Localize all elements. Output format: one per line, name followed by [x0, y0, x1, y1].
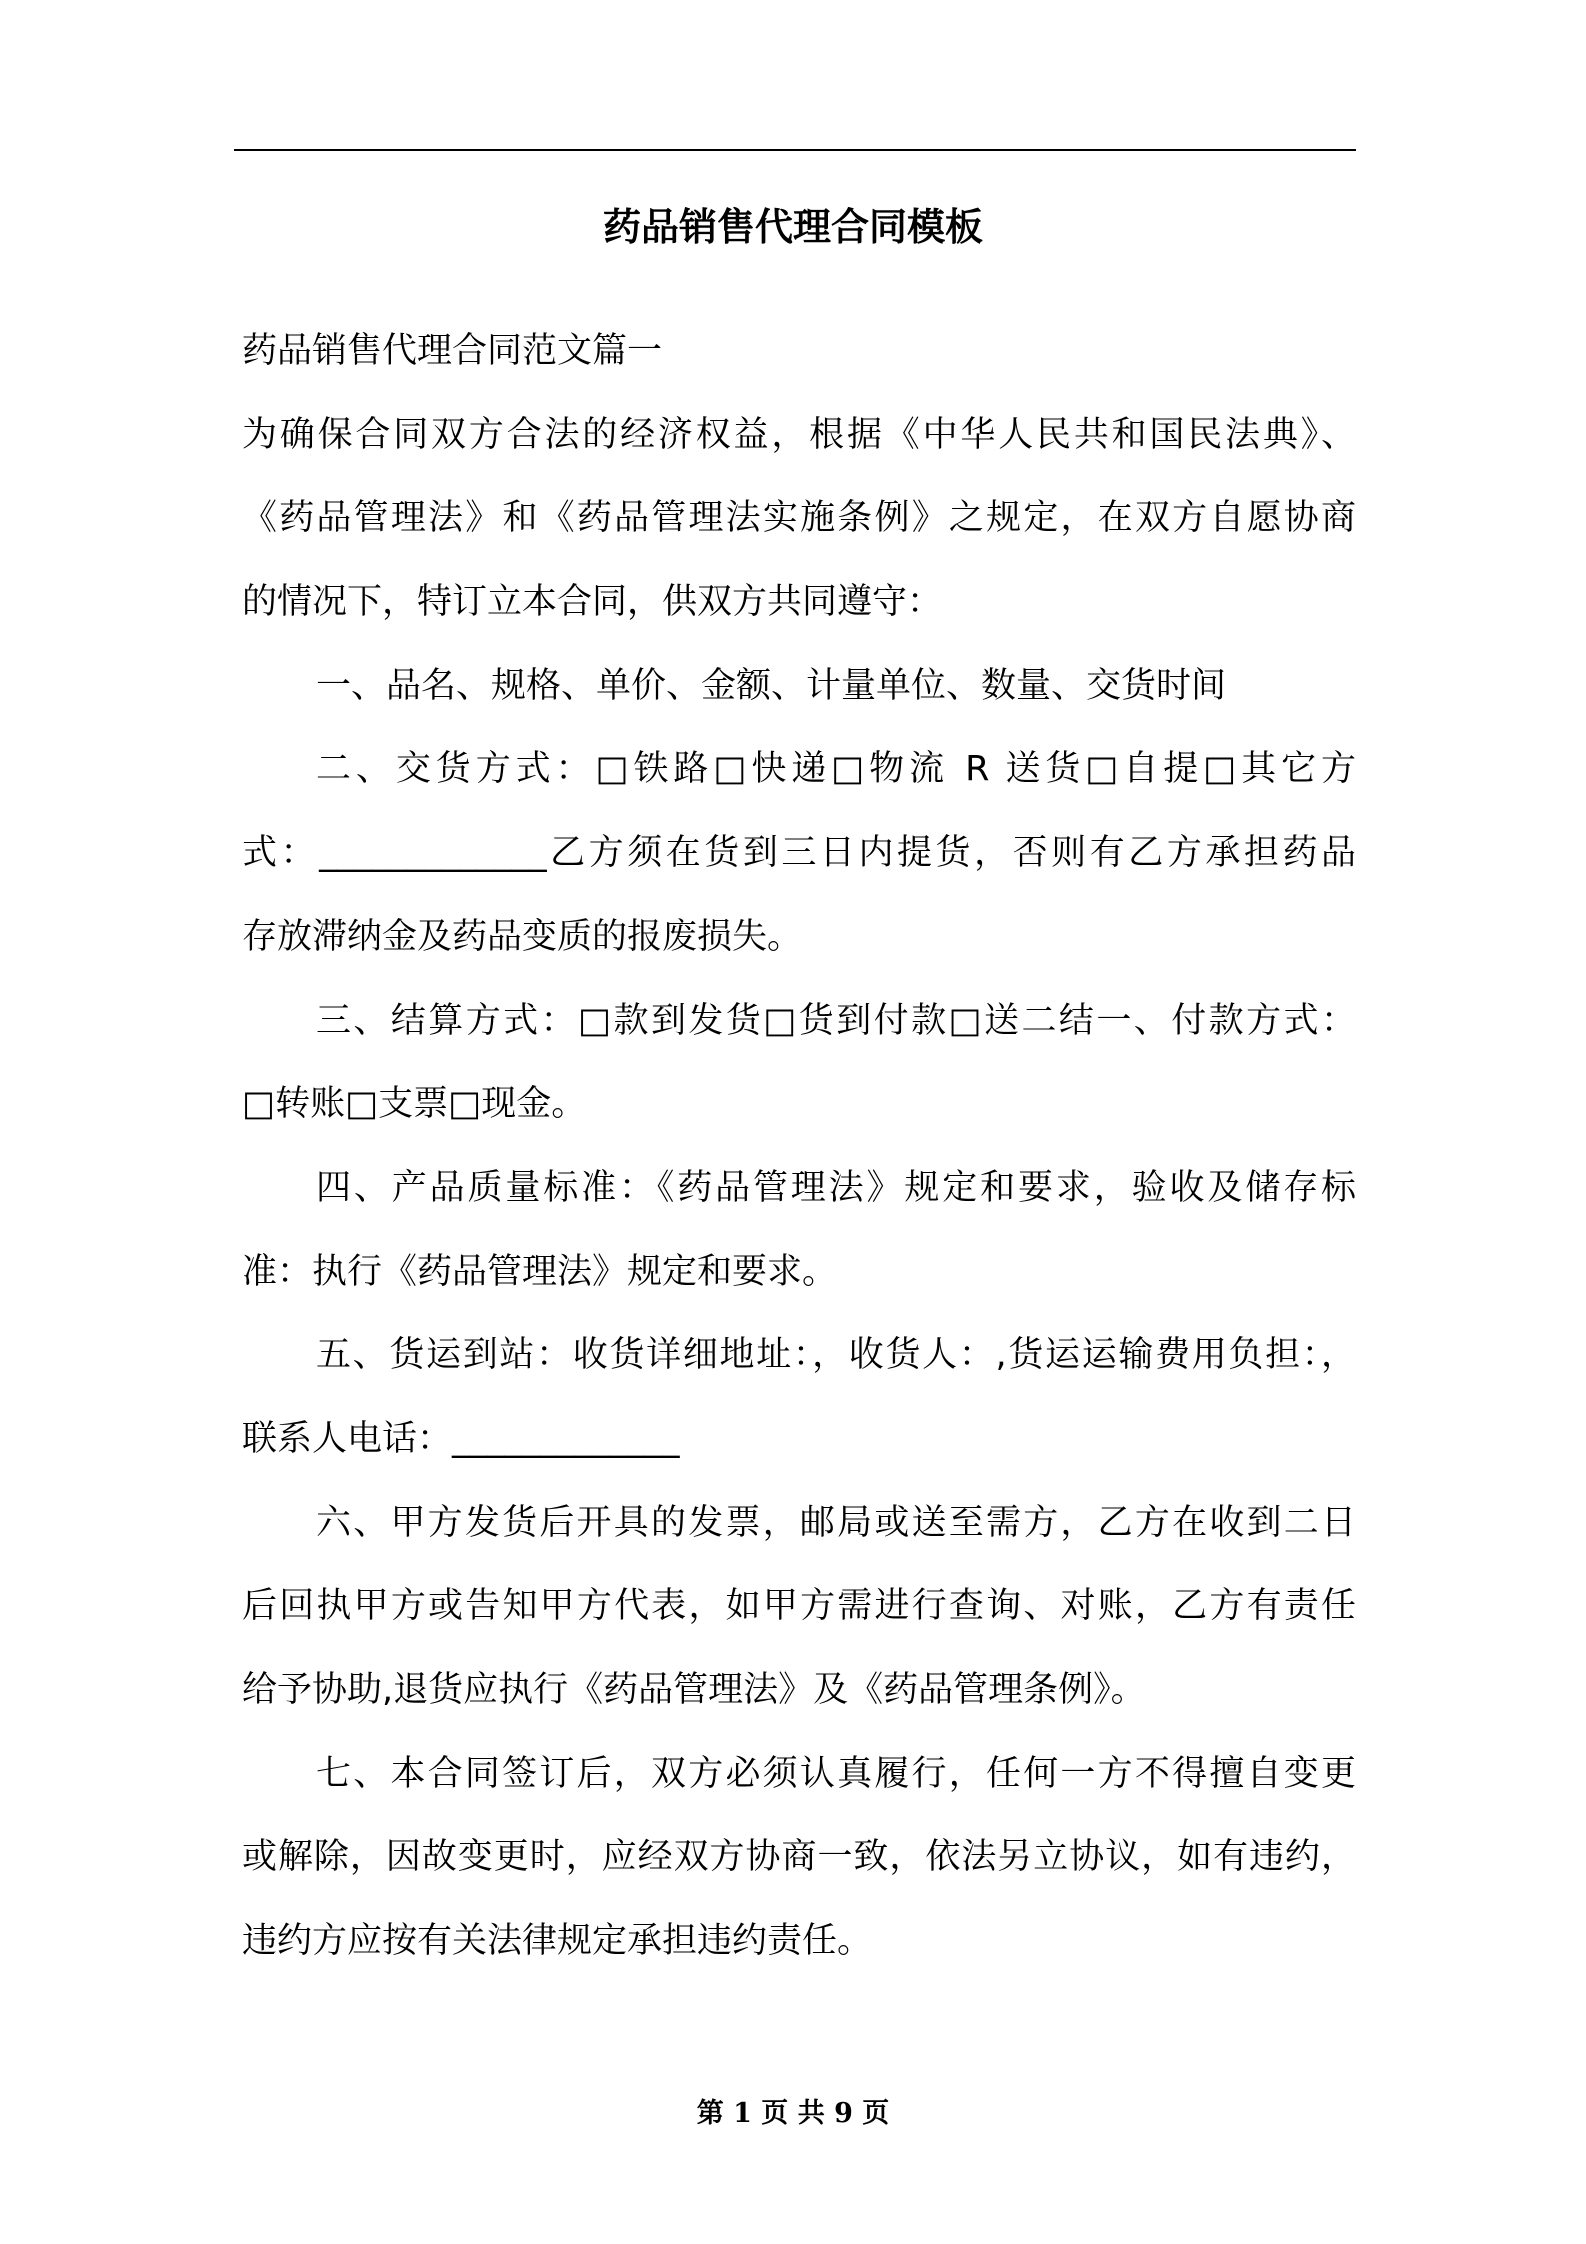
paragraph-line: 《药品管理法》和《药品管理法实施条例》之规定，在双方自愿协商 [242, 498, 1356, 539]
section-heading: 药品销售代理合同范文篇一 [242, 331, 663, 371]
paragraph-line: 四、产品质量标准：《药品管理法》规定和要求，验收及储存标 [316, 1167, 1356, 1208]
paragraph-line: 三、结算方式：□款到发货□货到付款□送二结一、付款方式： [316, 1000, 1356, 1041]
clause-4-quality-standard [242, 1147, 1356, 1314]
paragraph-line: 准：执行《药品管理法》规定和要求。 [242, 1251, 838, 1292]
paragraph-line: 存放滞纳金及药品变质的报废损失。 [242, 916, 803, 957]
paragraph-line: 的情况下，特订立本合同，供双方共同遵守： [242, 582, 943, 623]
clause-2-delivery-method [242, 728, 1356, 979]
paragraph-line: □转账□支票□现金。 [242, 1084, 587, 1125]
document-title: 药品销售代理合同模板 [602, 205, 983, 249]
paragraph-line: 或解除，因故变更时，应经双方协商一致，依法另立协议，如有违约， [242, 1837, 1356, 1878]
paragraph-line: 联系人电话：_____________ [242, 1418, 680, 1459]
page-number: 第 1 页 共 9 页 [696, 2098, 890, 2129]
header-rule [234, 149, 1356, 151]
paragraph-line: 给予协助,退货应执行《药品管理法》及《药品管理条例》。 [242, 1670, 1146, 1710]
clause-3-settlement-method [242, 980, 1356, 1147]
clause-7-performance-and-breach [242, 1733, 1356, 1984]
paragraph-line: 五、货运到站：收货详细地址：，收货人：,货运运输费用负担：， [316, 1335, 1356, 1376]
paragraph-line: 六、甲方发货后开具的发票，邮局或送至需方，乙方在收到二日 [316, 1502, 1356, 1543]
paragraph-line: 式：_____________乙方须在货到三日内提货，否则有乙方承担药品 [242, 833, 1356, 874]
paragraph-line: 一、品名、规格、单价、金额、计量单位、数量、交货时间 [316, 665, 1227, 706]
document-body [242, 310, 1356, 1984]
clause-1-product-details [242, 645, 1356, 729]
clause-6-invoice-terms [242, 1482, 1356, 1733]
paragraph-line: 二、交货方式：□铁路□快递□物流 R 送货□自提□其它方 [316, 749, 1356, 790]
paragraph-line: 为确保合同双方合法的经济权益，根据《中华人民共和国民法典》、 [242, 414, 1356, 455]
clause-5-shipping-destination [242, 1314, 1356, 1481]
intro-paragraph [242, 394, 1356, 645]
paragraph-line: 七、本合同签订后，双方必须认真履行，任何一方不得擅自变更 [316, 1753, 1356, 1794]
paragraph-line: 违约方应按有关法律规定承担违约责任。 [242, 1921, 873, 1962]
paragraph-line: 后回执甲方或告知甲方代表，如甲方需进行查询、对账，乙方有责任 [242, 1586, 1356, 1627]
